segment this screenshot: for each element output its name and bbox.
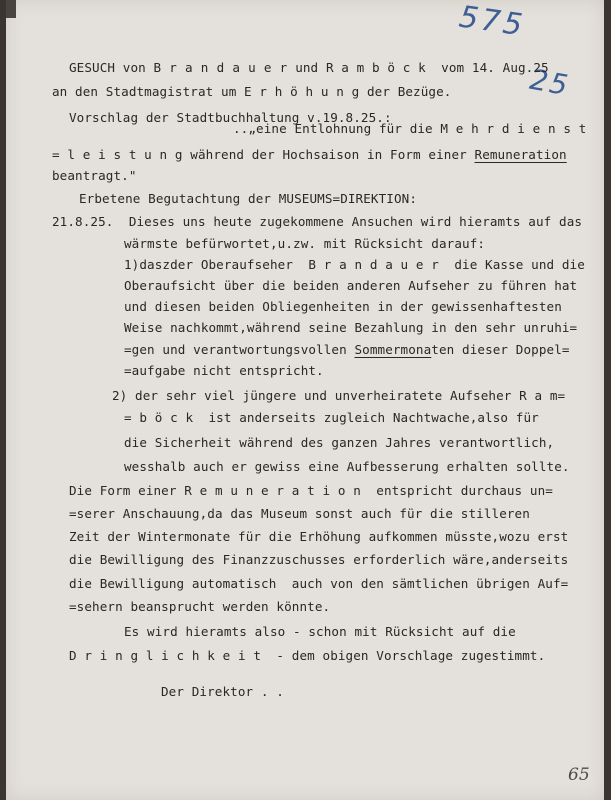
text-line: die Bewilligung automatisch auch von den sämtlichen übrigen Auf= <box>69 576 569 591</box>
handwritten-number-575: 575 <box>456 0 528 44</box>
underlined-sommermonaten: Sommermona <box>354 342 432 357</box>
text-line: Zeit der Wintermonate für die Erhöhung aufkommen müsste,wozu erst <box>69 529 569 544</box>
underlined-remuneration: Remuneration <box>474 147 567 162</box>
text-line: die Sicherheit während des ganzen Jahres verantwortlich, <box>124 435 555 450</box>
text-line: die Bewilligung des Finanzzuschusses erforderlich wäre,anderseits <box>69 552 569 567</box>
text-line: wärmste befürwortet,u.zw. mit Rücksicht darauf: <box>124 236 486 251</box>
text-line: ..„eine Entlohnung für die M e h r d i e n s t <box>233 121 587 136</box>
text-line: 21.8.25. Dieses uns heute zugekommene Ansuchen wird hieramts auf das <box>52 214 583 229</box>
text-line: =gen und verantwortungsvollen Sommermonaten dieser Doppel= <box>124 342 570 357</box>
text-line: Vorschlag der Stadtbuchhaltung v.19.8.25.: <box>69 110 392 125</box>
text-line: =sehern beansprucht werden könnte. <box>69 599 331 614</box>
text-line: =serer Anschauung,da das Museum sonst auch für die stilleren <box>69 506 530 521</box>
text-line: 1)daszder Oberaufseher B r a n d a u e r die Kasse und die <box>124 257 585 272</box>
text-line: Erbetene Begutachtung der MUSEUMS=DIREKTION: <box>79 191 418 206</box>
handwritten-number-25: 25 <box>527 62 573 103</box>
text-line: beantragt." <box>52 168 137 183</box>
text-line: = l e i s t u n g während der Hochsaison in Form einer Remuneration <box>52 147 567 162</box>
text-line: = b ö c k ist anderseits zugleich Nachtwache,also für <box>124 410 539 425</box>
signature-line: Der Direktor . . <box>161 684 284 699</box>
header-line: GESUCH von B r a n d a u e r und R a m b ö c k vom 14. Aug.25 <box>69 60 549 75</box>
text-line: =aufgabe nicht entspricht. <box>124 363 324 378</box>
page-number: 65 <box>568 765 590 785</box>
text-line: 2) der sehr viel jüngere und unverheiratete Aufseher R a m= <box>112 388 566 403</box>
page-corner <box>6 0 16 18</box>
text-line: Die Form einer R e m u n e r a t i o n entspricht durchaus un= <box>69 483 553 498</box>
document-page <box>6 0 604 800</box>
text-line: wesshalb auch er gewiss eine Aufbesserung erhalten sollte. <box>124 459 570 474</box>
text-line: an den Stadtmagistrat um E r h ö h u n g der Bezüge. <box>52 84 452 99</box>
text-line: Oberaufsicht über die beiden anderen Aufseher zu führen hat <box>124 278 578 293</box>
text-line: D r i n g l i c h k e i t - dem obigen Vorschlage zugestimmt. <box>69 648 546 663</box>
text-line: und diesen beiden Obliegenheiten in der gewissenhaftesten <box>124 299 562 314</box>
text-line: Weise nachkommt,während seine Bezahlung in den sehr unruhi= <box>124 320 578 335</box>
text-line: Es wird hieramts also - schon mit Rücksicht auf die <box>124 624 516 639</box>
